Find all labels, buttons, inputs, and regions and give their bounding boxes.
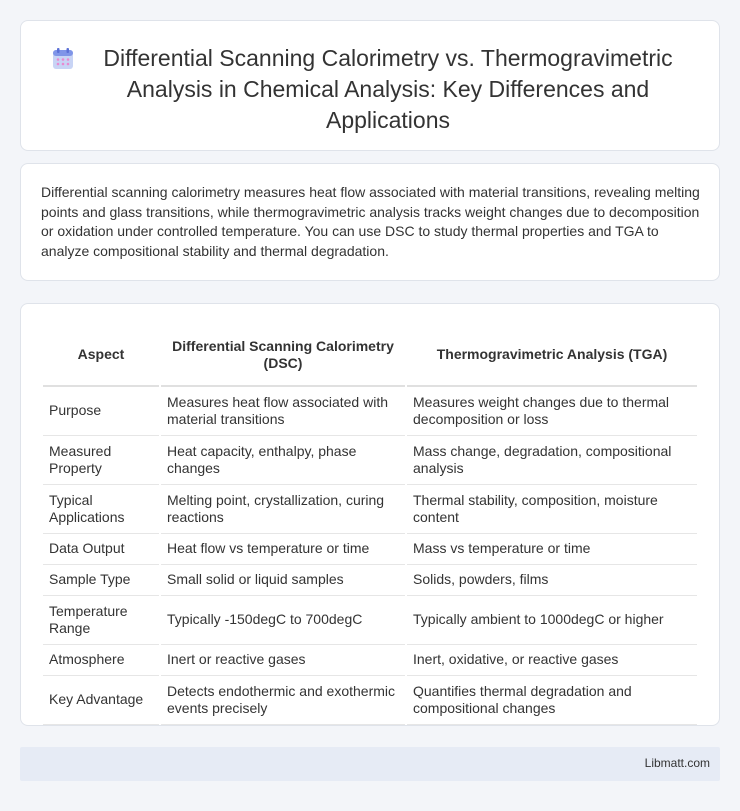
aspect-cell: Atmosphere xyxy=(43,645,159,676)
dsc-cell: Typically -150degC to 700degC xyxy=(161,596,405,645)
page-title: Differential Scanning Calorimetry vs. Thermogravimetric Analysis in Chemical Analysis: Key Differences and Applications xyxy=(103,45,673,133)
tga-cell: Quantifies thermal degradation and compositional changes xyxy=(407,676,697,725)
table-row xyxy=(43,485,697,534)
dsc-cell: Detects endothermic and exothermic events precisely xyxy=(161,676,405,725)
dsc-cell: Heat flow vs temperature or time xyxy=(161,534,405,565)
header-aspect: Aspect xyxy=(43,324,159,387)
table-row xyxy=(43,645,697,676)
footer-site-link[interactable]: Libmatt.com xyxy=(644,756,710,770)
dsc-cell: Small solid or liquid samples xyxy=(161,565,405,596)
tga-cell: Inert, oxidative, or reactive gases xyxy=(407,645,697,676)
table-header-row xyxy=(43,324,697,387)
intro-card xyxy=(20,163,720,281)
tga-cell: Mass vs temperature or time xyxy=(407,534,697,565)
table-row xyxy=(43,387,697,436)
aspect-cell: Key Advantage xyxy=(43,676,159,725)
table-row xyxy=(43,676,697,725)
header-dsc: Differential Scanning Calorimetry (DSC) xyxy=(161,324,405,387)
table-row xyxy=(43,565,697,596)
comparison-card xyxy=(20,303,720,726)
tga-cell: Typically ambient to 1000degC or higher xyxy=(407,596,697,645)
aspect-cell: Purpose xyxy=(43,387,159,436)
table-row xyxy=(43,534,697,565)
aspect-cell: Temperature Range xyxy=(43,596,159,645)
aspect-cell: Typical Applications xyxy=(43,485,159,534)
aspect-cell: Data Output xyxy=(43,534,159,565)
tga-cell: Mass change, degradation, compositional analysis xyxy=(407,436,697,485)
footer-bar xyxy=(20,747,720,781)
tga-cell: Measures weight changes due to thermal decomposition or loss xyxy=(407,387,697,436)
header-tga: Thermogravimetric Analysis (TGA) xyxy=(407,324,697,387)
tga-cell: Solids, powders, films xyxy=(407,565,697,596)
comparison-table xyxy=(41,324,699,725)
dsc-cell: Measures heat flow associated with material transitions xyxy=(161,387,405,436)
table-row xyxy=(43,596,697,645)
dsc-cell: Heat capacity, enthalpy, phase changes xyxy=(161,436,405,485)
dsc-cell: Inert or reactive gases xyxy=(161,645,405,676)
table-row xyxy=(43,436,697,485)
aspect-cell: Measured Property xyxy=(43,436,159,485)
title-card xyxy=(20,20,720,151)
aspect-cell: Sample Type xyxy=(43,565,159,596)
tga-cell: Thermal stability, composition, moisture content xyxy=(407,485,697,534)
dsc-cell: Melting point, crystallization, curing reactions xyxy=(161,485,405,534)
intro-paragraph: Differential scanning calorimetry measures heat flow associated with material transitions, revealing melting points and glass transitions, while thermogravimetric analysis tracks weight changes due to decomposition or oxidation under controlled temperature. You can use DSC to study thermal properties and TGA to analyze compositional stability and thermal degradation. xyxy=(41,184,700,259)
